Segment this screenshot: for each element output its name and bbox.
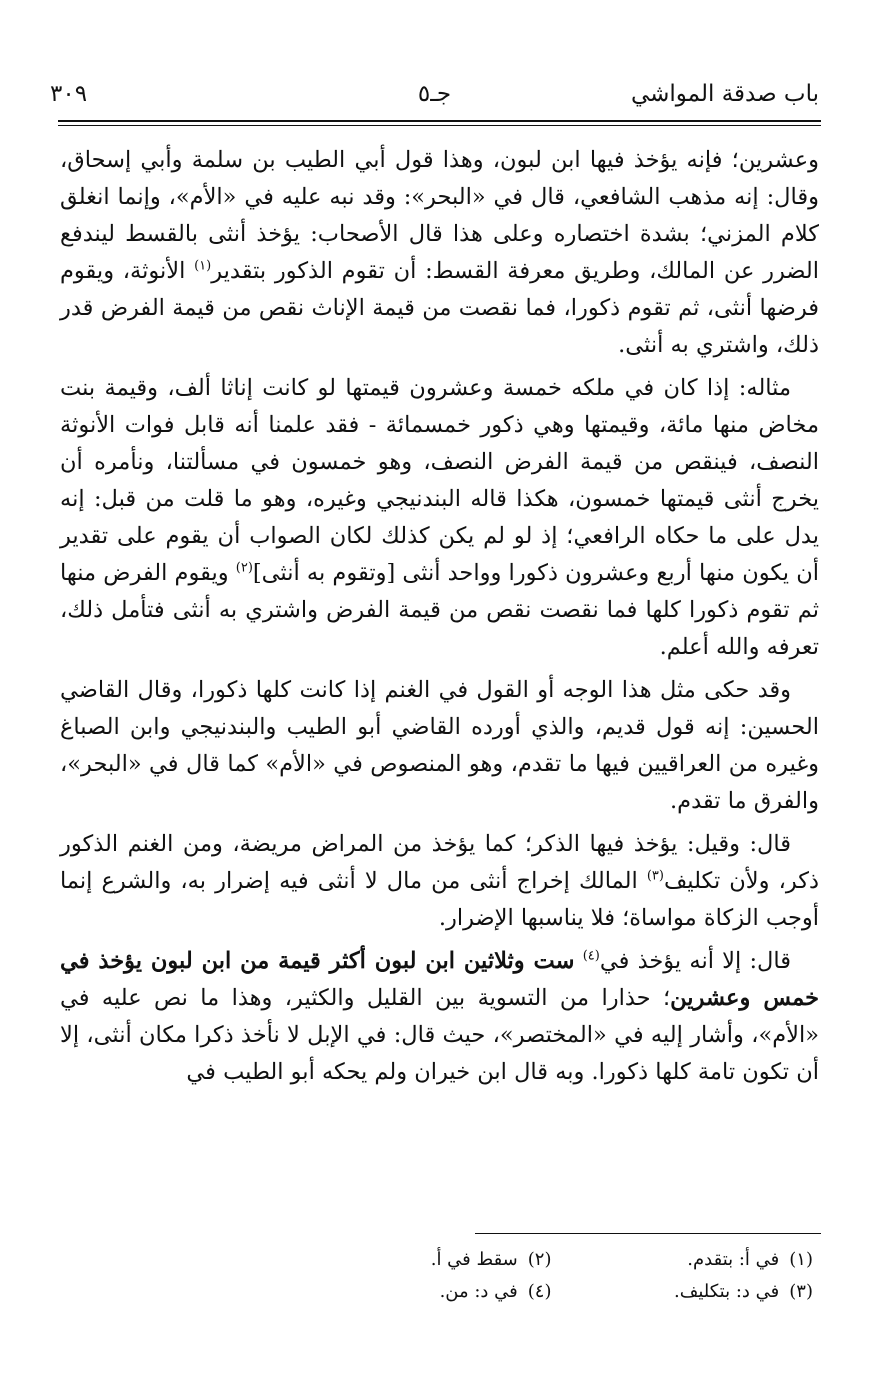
main-text	[60, 142, 819, 1097]
paragraph	[60, 370, 819, 666]
footnote	[552, 1244, 814, 1276]
paragraph	[60, 672, 819, 820]
footnote-text: في د: بتكليف.	[674, 1281, 780, 1302]
chapter-title: باب صدقة المواشي	[630, 81, 819, 107]
footnote-reference: (٢)	[235, 560, 253, 576]
footnote-separator	[475, 1233, 821, 1234]
footnote-row	[290, 1244, 813, 1276]
text-run: وعشرين؛ فإنه يؤخذ فيها ابن لبون، وهذا قول أبي الطيب بن سلمة وأبي إسحاق، وقال: إنه مذهب الشافعي، قال في «البحر»: وقد نبه عليه في «الأم»، وإنما انغلق كلام المزني؛ بشدة اختصاره وعلى هذا قال الأصحاب: يؤخذ أنثى بالقسط ليندفع الضرر عن المالك، وطريق معرفة القسط: أن تقوم الذكور بتقدير	[60, 147, 819, 284]
page-number: ٣٠٩	[50, 81, 88, 107]
footnote	[290, 1244, 552, 1276]
footnote-number: (٤)	[527, 1281, 552, 1302]
running-header	[50, 78, 819, 118]
paragraph	[60, 142, 819, 364]
text-run: قال: إلا أنه يؤخذ في	[599, 948, 791, 974]
text-run: قال: وقيل: يؤخذ فيها الذكر؛ كما يؤخذ من المراض مريضة، ومن الغنم الذكور ذكر، ولأن تكليف	[60, 831, 819, 894]
volume-label: جـ٥	[417, 81, 452, 107]
header-rule-thin	[58, 125, 821, 126]
text-run: ويقوم الفرض منها ثم تقوم ذكورا كلها فما نقصت نقص من قيمة الفرض واشتري به أنثى فتأمل ذلك، تعرفه والله أعلم.	[60, 560, 819, 660]
footnote	[552, 1276, 814, 1308]
footnotes	[290, 1244, 813, 1308]
footnote-number: (١)	[789, 1249, 813, 1270]
text-run	[575, 948, 583, 974]
bold-text: ست وثلاثين ابن لبون أكثر قيمة من ابن لبون يؤخذ في خمس وعشرين	[60, 948, 819, 1011]
footnote-number: (٣)	[789, 1281, 813, 1302]
paragraph	[60, 943, 819, 1091]
text-run: مثاله: إذا كان في ملكه خمسة وعشرون قيمتها لو كانت إناثا ألف، وقيمة بنت مخاض منها مائة، وقيمتها وهي ذكور خمسمائة - فقد علمنا أنه قابل فوات الأنوثة النصف، فينقص من قيمة الفرض النصف، وهو خمسون في مسألتنا، ونأمره أن يخرج أنثى قيمتها خمسون، هكذا قاله البندنيجي وغيره، وهو ما قلت من قبل: إنه يدل على ما حكاه الرافعي؛ إذ لو لم يكن كذلك لكان الصواب أن يقوم على تقدير أن يكون منها أربع وعشرون ذكورا وواحد أنثى [وتقوم به أنثى]	[60, 375, 819, 586]
footnote-text: في د: من.	[439, 1281, 518, 1302]
text-run: الأنوثة، ويقوم فرضها أنثى، ثم تقوم ذكورا، فما نقصت من قيمة الإناث نقص من قيمة الفرض قدر ذلك، واشتري به أنثى.	[60, 258, 819, 358]
paragraph	[60, 826, 819, 937]
text-run: ؛ حذارا من التسوية بين القليل والكثير، وهذا ما نص عليه في «الأم»، وأشار إليه في «المختصر»، حيث قال: في الإبل لا نأخذ ذكرا مكان أنثى، إلا أن تكون تامة كلها ذكورا. وبه قال ابن خيران ولم يحكه أبو الطيب في	[60, 985, 819, 1085]
footnote-text: سقط في أ.	[430, 1249, 518, 1270]
header-rule	[58, 120, 821, 122]
footnote	[290, 1276, 552, 1308]
footnote-number: (٢)	[527, 1249, 552, 1270]
footnote-reference: (٣)	[646, 868, 664, 884]
footnote-reference: (٤)	[582, 948, 600, 964]
footnote-row	[290, 1276, 813, 1308]
footnote-reference: (١)	[194, 258, 212, 274]
text-run: المالك إخراج أنثى من مال لا أنثى فيه إضرار به، والشرع إنما أوجب الزكاة مواساة؛ فلا يناسبها الإضرار.	[60, 868, 819, 931]
text-run: وقد حكى مثل هذا الوجه أو القول في الغنم إذا كانت كلها ذكورا، وقال القاضي الحسين: إنه قول قديم، والذي أورده القاضي أبو الطيب والبندنيجي وابن الصباغ وغيره من العراقيين فيها ما تقدم، وهو المنصوص في «الأم» كما قال في «البحر»، والفرق ما تقدم.	[60, 677, 819, 814]
footnote-text: في أ: بتقدم.	[687, 1249, 780, 1270]
